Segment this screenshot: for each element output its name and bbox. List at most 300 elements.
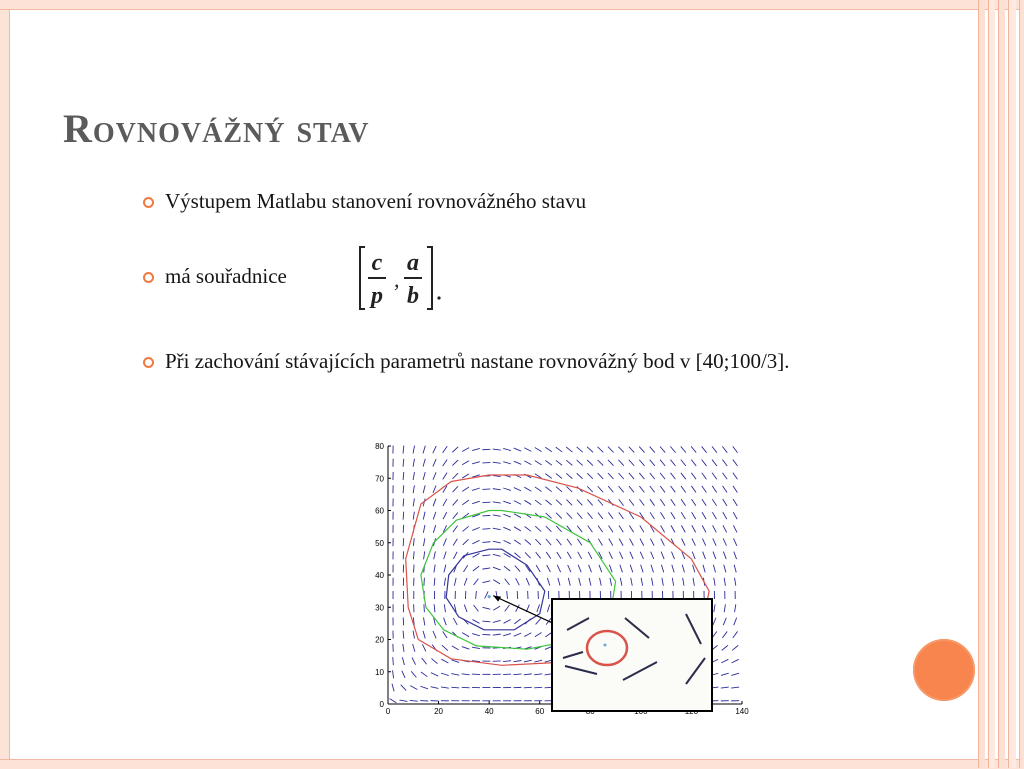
vector-field-segment [462, 474, 469, 478]
vector-field-segment [702, 512, 706, 519]
vector-field-segment [482, 529, 490, 530]
vector-field-segment [733, 631, 738, 637]
vector-field-segment [712, 499, 716, 506]
vector-field-segment [545, 447, 552, 451]
vector-field-segment [525, 526, 531, 531]
vector-field-segment [661, 565, 663, 573]
vector-field-segment [566, 447, 572, 452]
vector-field-segment [413, 631, 414, 639]
vector-field-segment [452, 460, 458, 466]
vector-field-segment [608, 486, 613, 492]
vector-field-segment [454, 578, 456, 586]
vector-field-segment [453, 526, 458, 532]
vector-field-segment [443, 631, 447, 638]
vector-field-segment [651, 565, 653, 573]
vector-field-segment [691, 446, 696, 452]
vector-field-segment [493, 541, 501, 543]
vector-field-segment [472, 620, 479, 624]
vector-field-segment [733, 525, 737, 532]
vector-field-segment [661, 525, 665, 532]
vector-field-segment [567, 513, 572, 519]
vector-field-segment [503, 527, 510, 530]
vector-field-segment [443, 459, 447, 466]
vector-field-segment [546, 500, 552, 505]
vector-field-segment [514, 619, 520, 624]
vector-field-segment [462, 448, 469, 452]
vector-field-segment [721, 673, 729, 675]
vector-field-segment [535, 487, 542, 492]
vector-field-segment [598, 447, 604, 453]
orbit-inner [446, 549, 545, 630]
vector-field-segment [619, 512, 624, 519]
vector-field-segment [703, 565, 705, 573]
vector-field-segment [587, 499, 592, 505]
vector-field-segment [403, 525, 404, 533]
vector-field-segment [441, 673, 449, 675]
vector-field-segment [422, 644, 425, 651]
vector-field-segment [650, 539, 654, 546]
vector-field-segment [578, 552, 582, 559]
vector-field-segment [671, 486, 676, 492]
x-tick-label: 0 [386, 707, 391, 716]
vector-field-segment [462, 461, 469, 465]
vector-field-segment [402, 671, 405, 678]
vector-field-segment [599, 565, 602, 572]
vector-field-segment [493, 634, 501, 635]
vector-field-segment [713, 525, 717, 532]
vector-field-segment [472, 527, 479, 530]
bullet-item [143, 186, 843, 217]
vector-field-segment [724, 604, 725, 612]
vector-field-segment [524, 660, 532, 662]
vector-field-segment [413, 644, 415, 652]
vector-field-segment [589, 565, 592, 572]
vector-field-segment [524, 500, 531, 504]
vector-field-segment [399, 700, 407, 701]
vector-field-segment [433, 446, 436, 453]
vector-field-segment [577, 460, 583, 465]
vector-field-segment [482, 607, 490, 609]
vector-field-segment [472, 462, 480, 464]
vector-field-segment [403, 485, 404, 493]
vector-field-segment [514, 488, 521, 491]
vector-field-segment [650, 447, 655, 453]
vector-field-segment [556, 473, 562, 478]
vector-field-segment [423, 485, 425, 493]
vector-field-segment [733, 460, 738, 466]
vector-field-segment [735, 578, 736, 586]
vector-field-segment [733, 473, 738, 480]
vector-field-segment [567, 539, 572, 546]
vector-field-segment [556, 460, 562, 465]
vector-field-segment [692, 499, 696, 506]
vector-field-segment [424, 551, 425, 559]
vector-field-segment [640, 539, 644, 546]
vector-field-segment [629, 473, 634, 479]
right-stripe [1019, 0, 1024, 768]
vector-field-segment [608, 473, 613, 479]
vector-field-segment [472, 501, 480, 504]
vector-field-segment [434, 551, 436, 559]
vector-field-segment [670, 446, 675, 452]
vector-field-segment [577, 526, 582, 532]
vector-field-segment [620, 578, 622, 586]
vector-field-segment [431, 659, 437, 664]
vector-field-segment [536, 618, 541, 624]
vector-field-segment [724, 565, 726, 573]
vector-field-segment [493, 567, 501, 570]
bullet-item [143, 346, 863, 377]
vector-field-segment [452, 646, 459, 650]
vector-field-segment [524, 448, 531, 452]
vector-field-segment [735, 604, 736, 612]
vector-field-segment [661, 552, 664, 559]
vector-field-segment [482, 502, 490, 503]
vector-field-segment [433, 459, 436, 466]
vector-field-segment [588, 552, 592, 559]
vector-field-segment [568, 565, 571, 572]
y-tick-label: 30 [375, 603, 384, 612]
vector-field-segment [503, 634, 511, 636]
vector-field-segment [433, 631, 436, 638]
y-tick-label: 60 [375, 507, 384, 516]
vector-field-segment [630, 539, 634, 546]
vector-field-segment [434, 565, 435, 573]
vector-field-segment [536, 565, 540, 572]
vector-field-segment [619, 526, 623, 533]
vector-field-segment [482, 555, 490, 556]
vector-field-segment [683, 578, 684, 586]
vector-field-segment [515, 566, 520, 572]
vector-field-segment [524, 461, 531, 465]
vector-field-segment [514, 461, 521, 464]
vector-field-segment [609, 552, 612, 559]
vector-field-segment [713, 618, 716, 625]
vector-field-segment [691, 473, 696, 479]
vector-field-segment [609, 565, 612, 573]
vector-field-segment [692, 512, 696, 519]
vector-field-segment [443, 512, 447, 519]
vector-field-segment [702, 446, 707, 452]
vector-field-segment [462, 487, 469, 491]
vector-field-segment [577, 513, 582, 519]
vector-field-segment [493, 554, 501, 556]
vector-field-segment [641, 565, 643, 573]
vector-field-segment [588, 513, 593, 519]
vector-field-segment [639, 473, 644, 479]
vector-field-segment [392, 684, 394, 692]
vector-field-segment [453, 552, 457, 559]
vector-field-segment [618, 460, 623, 466]
vector-field-segment [650, 512, 654, 519]
vector-field-segment [524, 633, 531, 637]
vector-field-segment [504, 620, 511, 624]
vector-field-segment [433, 486, 436, 493]
vector-field-segment [507, 591, 508, 599]
vector-field-segment [453, 499, 458, 505]
zoom-inset [551, 598, 713, 712]
right-stripe [988, 0, 995, 768]
vector-field-segment [462, 500, 469, 505]
vector-field-segment [598, 539, 602, 546]
vector-field-segment [472, 634, 480, 636]
formula-second-denominator: b [407, 283, 419, 309]
vector-field-segment [423, 472, 425, 480]
vector-field-segment [535, 539, 541, 545]
right-stripe [998, 0, 1005, 768]
vector-field-segment [722, 460, 727, 466]
vector-field-segment [639, 447, 644, 453]
vector-field-segment [412, 658, 415, 665]
vector-field-segment [587, 447, 593, 452]
vector-field-segment [589, 578, 591, 586]
vector-field-segment [630, 552, 633, 559]
vector-field-segment [722, 645, 728, 650]
vector-field-segment [630, 565, 633, 573]
vector-field-segment [493, 489, 501, 490]
vector-field-segment [493, 580, 500, 584]
vector-field-segment [723, 499, 727, 506]
vector-field-segment [536, 552, 541, 558]
vector-field-segment [660, 447, 665, 453]
vector-field-segment [692, 525, 696, 532]
vector-field-segment [547, 604, 549, 612]
vector-field-segment [577, 473, 583, 479]
vector-field-segment [443, 538, 446, 545]
vector-field-segment [452, 447, 458, 452]
vector-field-segment [424, 617, 425, 625]
vector-field-segment [682, 539, 685, 546]
right-stripe [978, 0, 985, 768]
bullet-icon [143, 272, 154, 283]
vector-field-segment [420, 686, 428, 689]
vector-field-segment [556, 539, 561, 545]
slide-left-border [0, 0, 10, 768]
vector-field-segment [650, 486, 655, 492]
vector-field-segment [731, 687, 739, 688]
vector-field-segment [393, 670, 394, 678]
vector-field-segment [681, 499, 685, 506]
vector-field-segment [403, 459, 404, 467]
vector-field-segment [734, 618, 737, 625]
vector-field-segment [721, 659, 728, 663]
vector-field-segment [413, 459, 414, 467]
vector-field-segment [566, 460, 572, 465]
vector-field-segment [577, 500, 582, 506]
vector-field-segment [505, 579, 510, 585]
vector-field-segment [702, 486, 707, 493]
vector-field-segment [482, 621, 490, 622]
vector-field-segment [431, 687, 439, 689]
vector-field-segment [650, 460, 655, 466]
vector-field-segment [598, 460, 604, 466]
vector-field-segment [476, 591, 477, 599]
vector-field-segment [702, 473, 707, 479]
vector-field-segment [672, 578, 673, 586]
vector-field-segment [423, 631, 425, 639]
vector-field-segment [609, 526, 613, 533]
vector-field-segment [713, 538, 716, 545]
vector-field-segment [721, 687, 729, 688]
vector-field-segment [629, 486, 634, 492]
vector-field-segment [660, 512, 664, 519]
y-tick-label: 20 [375, 636, 384, 645]
vector-field-segment [514, 448, 521, 451]
vector-field-segment [733, 512, 737, 519]
vector-field-segment [517, 591, 518, 599]
y-tick-label: 80 [375, 442, 384, 451]
vector-field-segment [598, 526, 603, 533]
vector-field-segment [493, 528, 501, 530]
vector-field-segment [608, 512, 613, 518]
vector-field-segment [411, 671, 416, 677]
vector-field-segment [702, 460, 707, 466]
vector-field-segment [681, 460, 686, 466]
vector-field-segment [556, 526, 561, 532]
vector-field-segment [609, 539, 613, 546]
vector-field-segment [473, 553, 480, 557]
y-tick-label: 40 [375, 571, 384, 580]
vector-field-segment [413, 485, 414, 493]
vector-field-segment [534, 674, 542, 675]
vector-field-segment [413, 551, 414, 559]
vector-field-segment [503, 661, 511, 662]
vector-field-segment [535, 526, 541, 531]
vector-field-segment [535, 447, 542, 451]
vector-field-segment [403, 512, 404, 520]
vector-field-segment [413, 472, 414, 480]
vector-field-segment [692, 538, 695, 545]
vector-field-segment [444, 604, 445, 612]
vector-field-segment [441, 659, 448, 663]
vector-field-segment [444, 618, 447, 626]
x-tick-label: 20 [434, 707, 443, 716]
vector-field-segment [640, 499, 645, 505]
vector-field-segment [723, 618, 726, 625]
vector-field-segment [525, 552, 530, 558]
vector-field-segment [556, 500, 562, 505]
vector-field-segment [423, 446, 425, 454]
vector-field-segment [639, 460, 644, 466]
vector-field-segment [423, 459, 425, 467]
vector-field-segment [733, 499, 737, 506]
vector-field-segment [724, 578, 725, 586]
vector-field-segment [493, 502, 501, 503]
vector-field-segment [712, 512, 716, 519]
vector-field-segment [557, 552, 561, 559]
vector-field-segment [451, 674, 459, 676]
vector-field-segment [566, 486, 572, 491]
vector-field-segment [671, 499, 676, 506]
vector-field-segment [631, 578, 633, 586]
vector-field-segment [650, 473, 655, 479]
vector-field-segment [546, 526, 552, 532]
vector-field-segment [514, 514, 521, 518]
vector-field-segment [566, 473, 572, 478]
vector-field-segment [734, 538, 737, 545]
vector-field-segment [433, 525, 435, 533]
vector-field-segment [514, 540, 521, 545]
vector-field-segment [423, 538, 424, 546]
vector-field-segment [422, 658, 427, 664]
vector-field-segment [681, 446, 686, 452]
vector-field-segment [629, 460, 634, 466]
formula-first-numerator: c [372, 250, 383, 276]
vector-field-segment [524, 674, 532, 675]
vector-field-segment [423, 512, 425, 520]
vector-field-segment [732, 659, 739, 663]
vector-field-segment [545, 474, 551, 479]
vector-field-segment [651, 552, 654, 559]
vector-field-segment [608, 460, 614, 466]
vector-field-segment [723, 512, 727, 519]
vector-field-segment [693, 578, 694, 586]
vector-field-segment [567, 552, 571, 559]
vector-field-segment [691, 460, 696, 466]
vector-field-segment [535, 633, 542, 637]
vector-field-segment [652, 578, 653, 586]
vector-field-segment [702, 499, 706, 506]
vector-field-segment [546, 539, 551, 545]
vector-field-segment [463, 565, 467, 572]
vector-field-segment [619, 552, 622, 559]
vector-field-segment [670, 460, 675, 466]
vector-field-segment [662, 578, 663, 586]
vector-field-segment [534, 660, 542, 662]
vector-field-segment [568, 578, 570, 586]
vector-field-segment [402, 657, 404, 665]
slide-title: Rovnovážný stav [63, 105, 369, 152]
vector-field-segment [671, 525, 675, 532]
vector-field-segment [474, 579, 479, 585]
vector-field-segment [462, 674, 470, 675]
vector-field-segment [525, 539, 531, 544]
vector-field-segment [546, 552, 551, 559]
vector-field-segment [723, 552, 726, 559]
vector-field-segment [514, 660, 522, 661]
vector-field-segment [493, 515, 501, 516]
vector-field-segment [712, 473, 717, 479]
vector-field-segment [503, 514, 510, 517]
vector-field-segment [558, 578, 560, 586]
vector-field-segment [723, 486, 727, 493]
vector-field-segment [714, 578, 715, 586]
bullet-icon [143, 357, 154, 368]
vector-field-segment [587, 460, 593, 466]
vector-field-segment [722, 631, 727, 637]
vector-field-segment [547, 565, 551, 572]
vector-field-segment [682, 565, 684, 573]
vector-field-segment [503, 501, 511, 504]
vector-field-segment [681, 486, 686, 493]
vector-field-segment [424, 578, 425, 586]
y-tick-label: 10 [375, 668, 384, 677]
vector-field-segment [434, 604, 435, 612]
vector-field-segment [629, 499, 634, 505]
vector-field-segment [534, 687, 542, 688]
right-stripe [1008, 0, 1016, 768]
vector-field-segment [681, 512, 685, 519]
bullet-text: Výstupem Matlabu stanovení rovnovážného stavu [143, 186, 843, 217]
vector-field-segment [712, 446, 717, 452]
vector-field-segment [661, 539, 665, 546]
vector-field-segment [464, 578, 467, 585]
vector-field-segment [579, 578, 581, 586]
vector-field-segment [393, 657, 394, 665]
vector-field-segment [493, 449, 501, 450]
x-tick-label: 60 [535, 707, 544, 716]
vector-field-segment [672, 565, 674, 573]
